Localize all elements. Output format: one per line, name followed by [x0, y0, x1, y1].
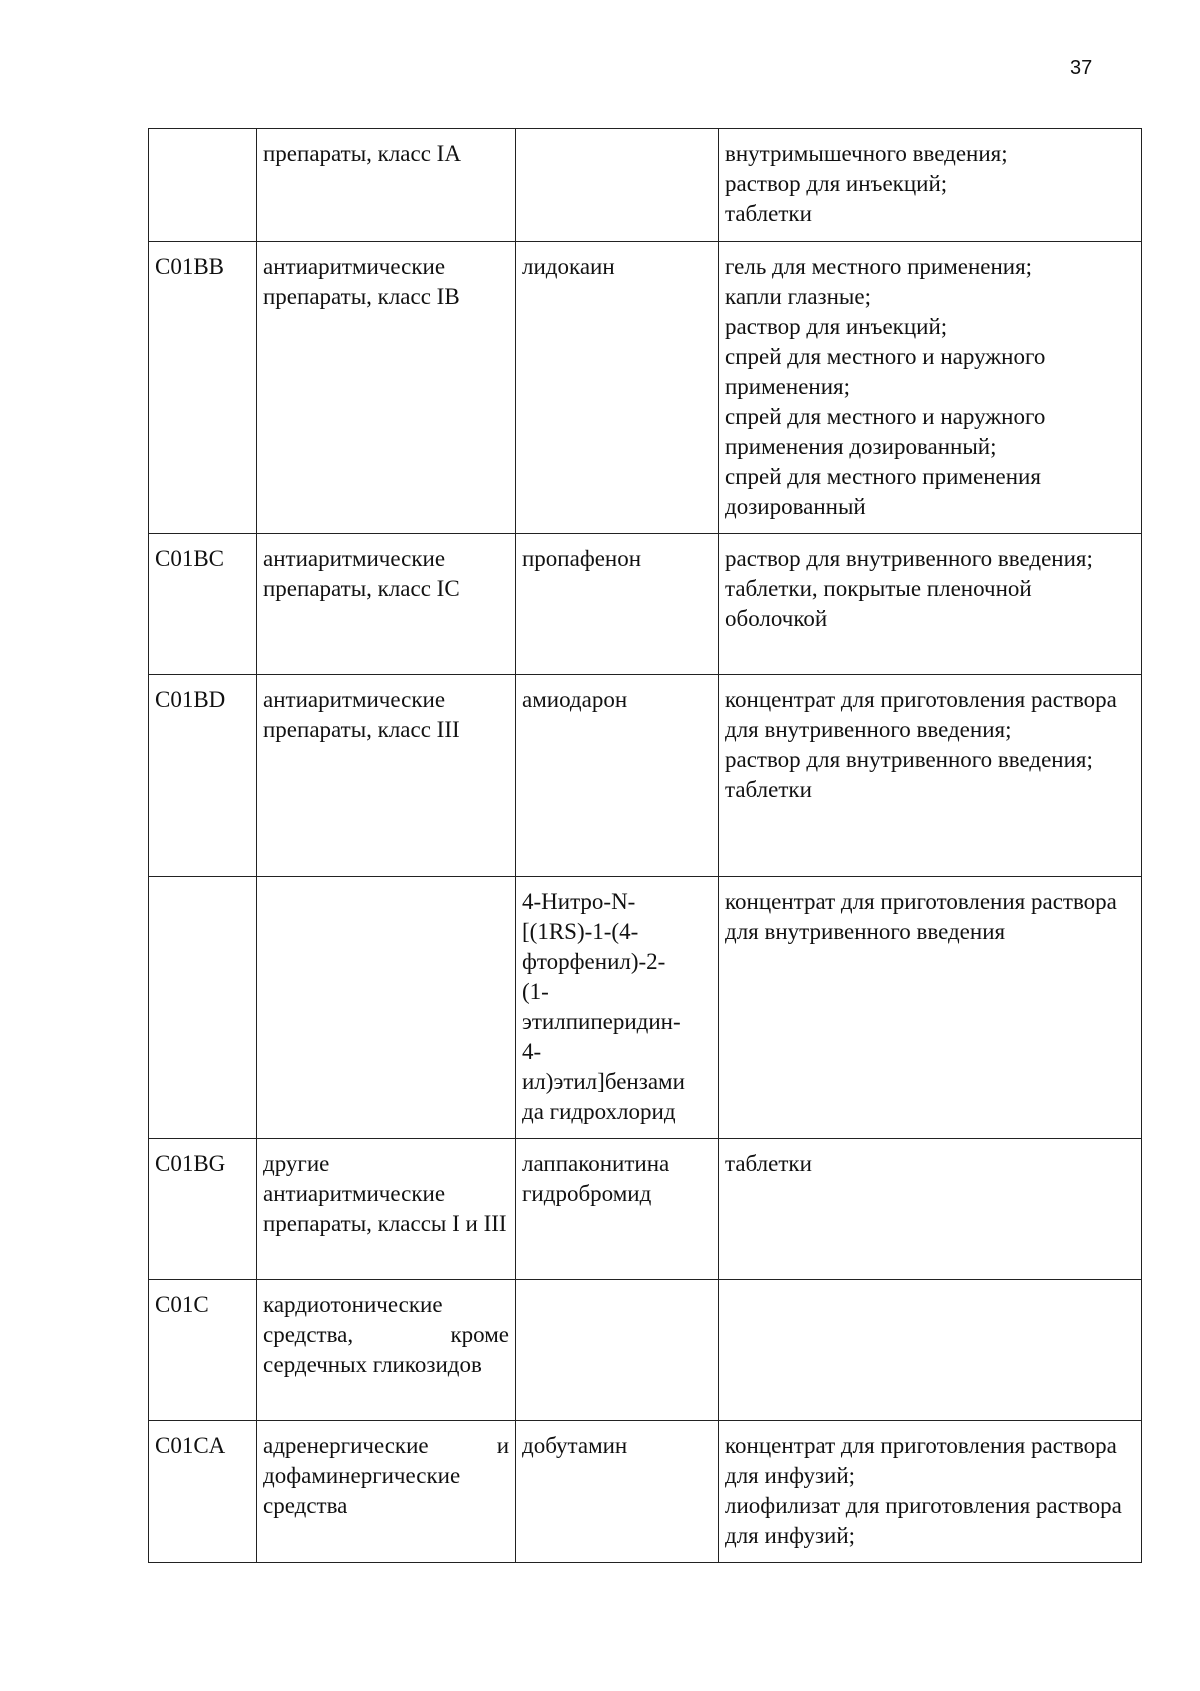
- group-name-cell: антиаритмические препараты, класс IB: [257, 242, 516, 534]
- table-row: [149, 1280, 1142, 1421]
- drug-name-cell: лаппаконитина гидробромид: [516, 1139, 719, 1280]
- drug-name-line: фторфенил)-2-: [522, 949, 666, 974]
- dosage-forms-cell: таблетки: [719, 1139, 1142, 1280]
- drug-name-cell: амиодарон: [516, 675, 719, 877]
- table-row: [149, 129, 1142, 242]
- atc-code-cell: C01BC: [149, 534, 257, 675]
- atc-code-cell: C01BG: [149, 1139, 257, 1280]
- table-row: [149, 675, 1142, 877]
- drug-name-line: [(1RS)-1-(4-: [522, 919, 639, 944]
- drug-name-cell: пропафенон: [516, 534, 719, 675]
- dosage-forms-cell: концентрат для приготовления раствора для внутривенного введения: [719, 877, 1142, 1139]
- drug-name-line: 4-Нитро-N-: [522, 889, 636, 914]
- atc-code-cell: C01CA: [149, 1421, 257, 1563]
- dosage-forms-cell: внутримышечного введения; раствор для инъекций; таблетки: [719, 129, 1142, 242]
- drug-name-line: ил)этил]бензами: [522, 1069, 685, 1094]
- group-name-cell: кардиотонические средства, кроме сердечных гликозидов: [257, 1280, 516, 1421]
- table-row: [149, 1139, 1142, 1280]
- drug-name-line: (1-: [522, 979, 549, 1004]
- atc-code-cell: [149, 877, 257, 1139]
- drug-name-cell: [516, 1280, 719, 1421]
- drug-name-cell: [516, 877, 719, 1139]
- dosage-forms-cell: концентрат для приготовления раствора для инфузий; лиофилизат для приготовления раствора для инфузий;: [719, 1421, 1142, 1563]
- group-name-cell: другие антиаритмические препараты, классы I и III: [257, 1139, 516, 1280]
- dosage-forms-cell: концентрат для приготовления раствора для внутривенного введения; раствор для внутривенного введения; таблетки: [719, 675, 1142, 877]
- drug-name-cell: лидокаин: [516, 242, 719, 534]
- group-name-cell: антиаритмические препараты, класс III: [257, 675, 516, 877]
- dosage-forms-cell: гель для местного применения; капли глазные; раствор для инъекций; спрей для местного и наружного применения; спрей для местного и наружного применения дозированный; спрей для местного применения дозированный: [719, 242, 1142, 534]
- group-name-cell: [257, 877, 516, 1139]
- table-row: [149, 534, 1142, 675]
- group-name-cell: антиаритмические препараты, класс IC: [257, 534, 516, 675]
- drug-name-line: да гидрохлорид: [522, 1099, 676, 1124]
- table-row: [149, 1421, 1142, 1563]
- drug-name-cell: добутамин: [516, 1421, 719, 1563]
- drug-name-line: этилпиперидин-: [522, 1009, 681, 1034]
- table-row: [149, 242, 1142, 534]
- drug-classification-table: [148, 128, 1142, 1563]
- dosage-forms-cell: раствор для внутривенного введения; таблетки, покрытые пленочной оболочкой: [719, 534, 1142, 675]
- group-name-cell: препараты, класс IA: [257, 129, 516, 242]
- table-row: [149, 877, 1142, 1139]
- atc-code-cell: [149, 129, 257, 242]
- atc-code-cell: C01C: [149, 1280, 257, 1421]
- dosage-forms-cell: [719, 1280, 1142, 1421]
- atc-code-cell: C01BD: [149, 675, 257, 877]
- atc-code-cell: C01BB: [149, 242, 257, 534]
- page-number: 37: [1070, 57, 1093, 79]
- drug-name-line: 4-: [522, 1039, 542, 1064]
- drug-name-cell: [516, 129, 719, 242]
- group-name-cell: адренергические и дофаминергические средства: [257, 1421, 516, 1563]
